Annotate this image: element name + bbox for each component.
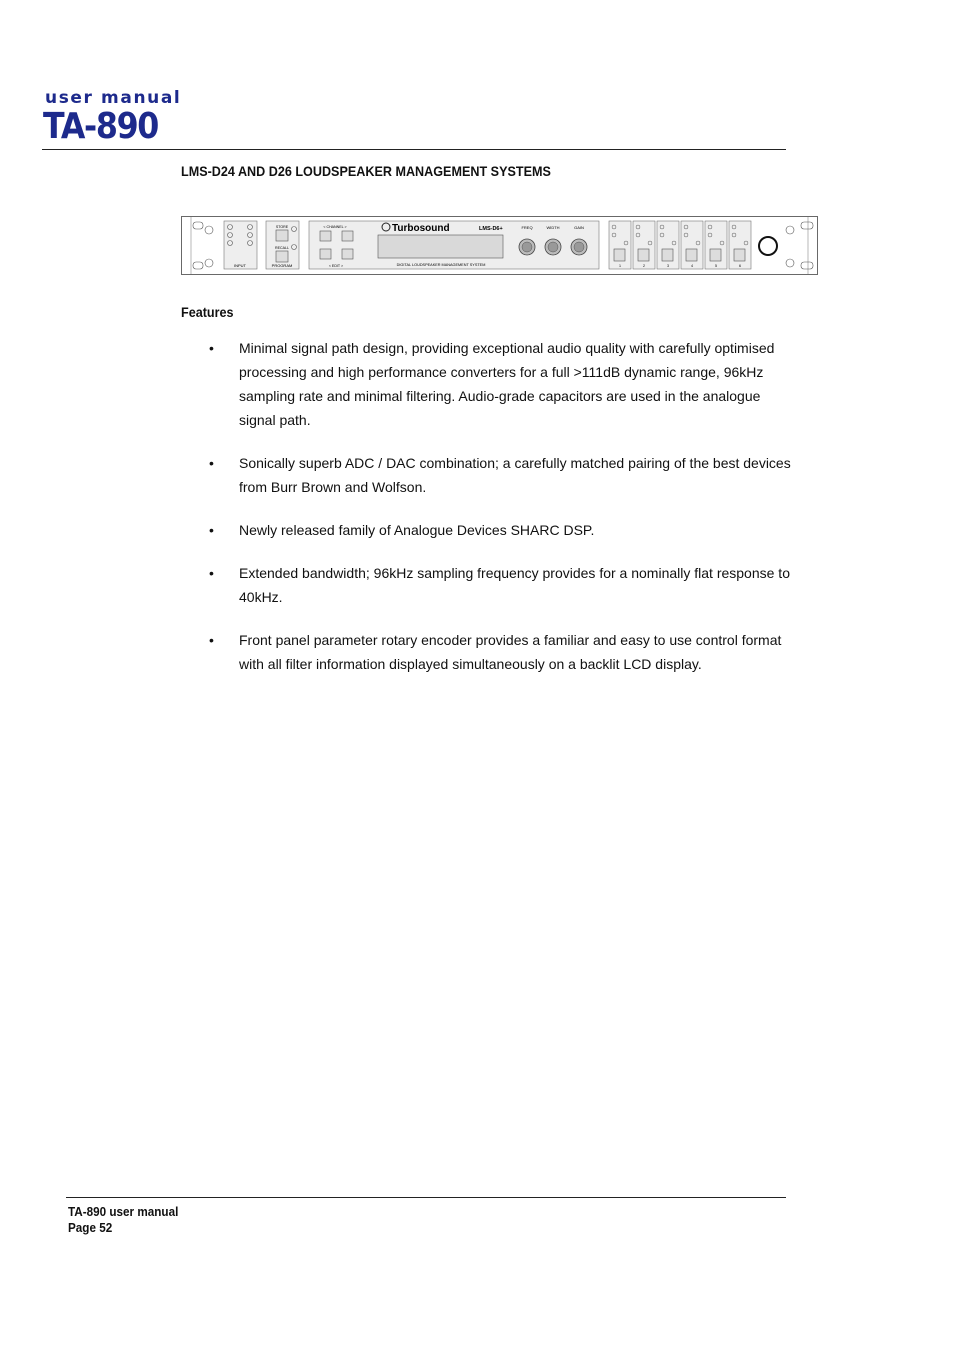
panel-subtitle: DIGITAL LOUDSPEAKER MANAGEMENT SYSTEM <box>396 263 486 267</box>
recall-button <box>276 251 288 262</box>
footer-rule <box>66 1197 786 1198</box>
bullet-icon: • <box>209 340 214 356</box>
features-list <box>181 336 791 695</box>
channel-left-button <box>320 231 331 241</box>
channel-strip-4 <box>681 221 703 269</box>
channel-number: 3 <box>667 264 669 268</box>
list-item <box>181 518 791 542</box>
channel-number: 5 <box>715 264 717 268</box>
bullet-icon: • <box>209 632 214 648</box>
knob-label: FREQ <box>521 225 533 230</box>
channel-number: 2 <box>643 264 645 268</box>
list-item <box>181 451 791 499</box>
manual-model-title: TA-890 <box>43 106 159 147</box>
list-item <box>181 628 791 676</box>
features-heading: Features <box>181 304 234 320</box>
feature-text: Extended bandwidth; 96kHz sampling frequency provides for a nominally flat response to 40kHz. <box>239 565 790 605</box>
bullet-icon: • <box>209 522 214 538</box>
list-item <box>181 336 791 432</box>
header-rule <box>42 149 786 150</box>
recall-label: RECALL <box>275 246 289 250</box>
store-button <box>276 230 288 241</box>
channel-strip-5 <box>705 221 727 269</box>
edit-right-button <box>342 249 353 259</box>
lcd-display <box>378 235 503 258</box>
knob-label: GAIN <box>574 225 584 230</box>
channel-strip-2 <box>633 221 655 269</box>
channel-label: < CHANNEL > <box>323 225 347 229</box>
section-title: LMS-D24 AND D26 LOUDSPEAKER MANAGEMENT SYSTEMS <box>181 163 551 179</box>
bullet-icon: • <box>209 565 214 581</box>
store-label: STORE <box>275 225 289 229</box>
channel-strip-6 <box>729 221 751 269</box>
feature-text: Newly released family of Analogue Devices SHARC DSP. <box>239 522 595 538</box>
edit-left-button <box>320 249 331 259</box>
channel-number: 6 <box>739 264 741 268</box>
parameter-knobs <box>519 225 587 255</box>
feature-text: Front panel parameter rotary encoder provides a familiar and easy to use control format with all filter information displayed simultaneously on a backlit LCD display. <box>239 632 782 672</box>
footer-manual-title: TA-890 user manual <box>68 1204 179 1219</box>
power-switch-icon <box>759 237 777 255</box>
brand-name: Turbosound <box>392 223 450 234</box>
front-panel-illustration <box>181 216 819 276</box>
feature-text: Sonically superb ADC / DAC combination; a carefully matched pairing of the best devices from Burr Brown and Wolfson. <box>239 455 791 495</box>
page-number: Page 52 <box>68 1220 113 1235</box>
knob-label: WIDTH <box>546 225 560 230</box>
edit-label: < EDIT > <box>328 264 344 268</box>
program-label: PROGRAM <box>271 263 293 268</box>
bullet-icon: • <box>209 455 214 471</box>
channel-number: 4 <box>691 264 693 268</box>
channel-strip-1 <box>609 221 631 269</box>
list-item <box>181 561 791 609</box>
manual-kicker: user manual <box>45 88 182 108</box>
channel-right-button <box>342 231 353 241</box>
feature-text: Minimal signal path design, providing exceptional audio quality with carefully optimised processing and high performance converters for a full >111dB dynamic range, 96kHz sampling rate and minimal filtering. Audio-grade capacitors are used in the analogue signal path. <box>239 340 775 428</box>
channel-strip-3 <box>657 221 679 269</box>
channel-number: 1 <box>619 264 621 268</box>
input-label: INPUT <box>234 263 246 268</box>
panel-model: LMS-D6+ <box>479 226 503 232</box>
